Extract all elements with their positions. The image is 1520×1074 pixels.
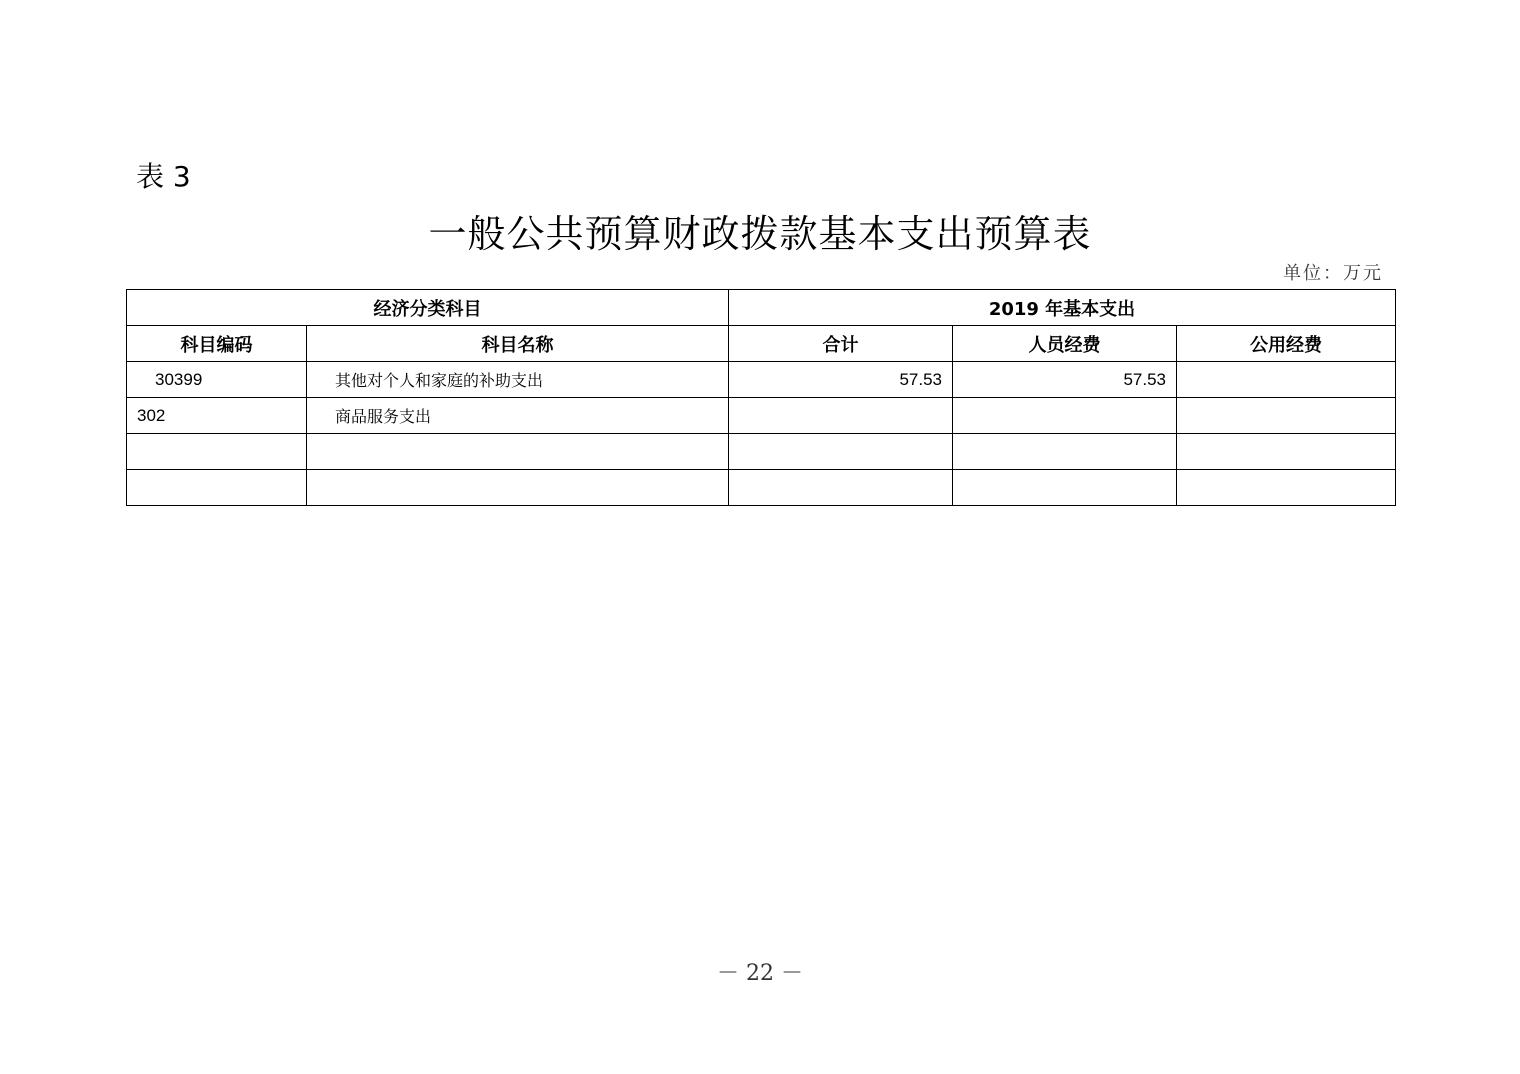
header-basic-expenditure: 2019 年基本支出 [729,290,1396,326]
row-personnel: 57.53 [953,362,1177,398]
page-title: 一般公共预算财政拨款基本支出预算表 [428,212,1092,256]
row-code: 30399 [127,362,307,398]
row-public [1177,398,1396,434]
row-name [307,434,729,470]
row-public [1177,362,1396,398]
header-group-row [127,290,1396,326]
row-code [127,434,307,470]
row-name: 其他对个人和家庭的补助支出 [307,362,729,398]
row-total: 57.53 [729,362,953,398]
header-economic-category: 经济分类科目 [127,290,729,326]
row-total [729,398,953,434]
column-header-code: 科目编码 [127,326,307,362]
row-name: 商品服务支出 [307,398,729,434]
row-public [1177,434,1396,470]
column-header-total: 合计 [729,326,953,362]
unit-note: 单位：万元 [1283,263,1383,284]
table-row [127,434,1396,470]
row-name [307,470,729,506]
table-label: 表 3 [136,160,191,193]
row-total [729,470,953,506]
header-column-row [127,326,1396,362]
row-code: 302 [127,398,307,434]
row-total [729,434,953,470]
column-header-public: 公用经费 [1177,326,1396,362]
row-personnel [953,434,1177,470]
column-header-personnel: 人员经费 [953,326,1177,362]
row-public [1177,470,1396,506]
row-personnel [953,398,1177,434]
budget-table [126,289,1396,506]
page-number: － 22 － [717,961,803,986]
column-header-name: 科目名称 [307,326,729,362]
table-row [127,398,1396,434]
row-code [127,470,307,506]
table-row [127,362,1396,398]
table-row [127,470,1396,506]
row-personnel [953,470,1177,506]
